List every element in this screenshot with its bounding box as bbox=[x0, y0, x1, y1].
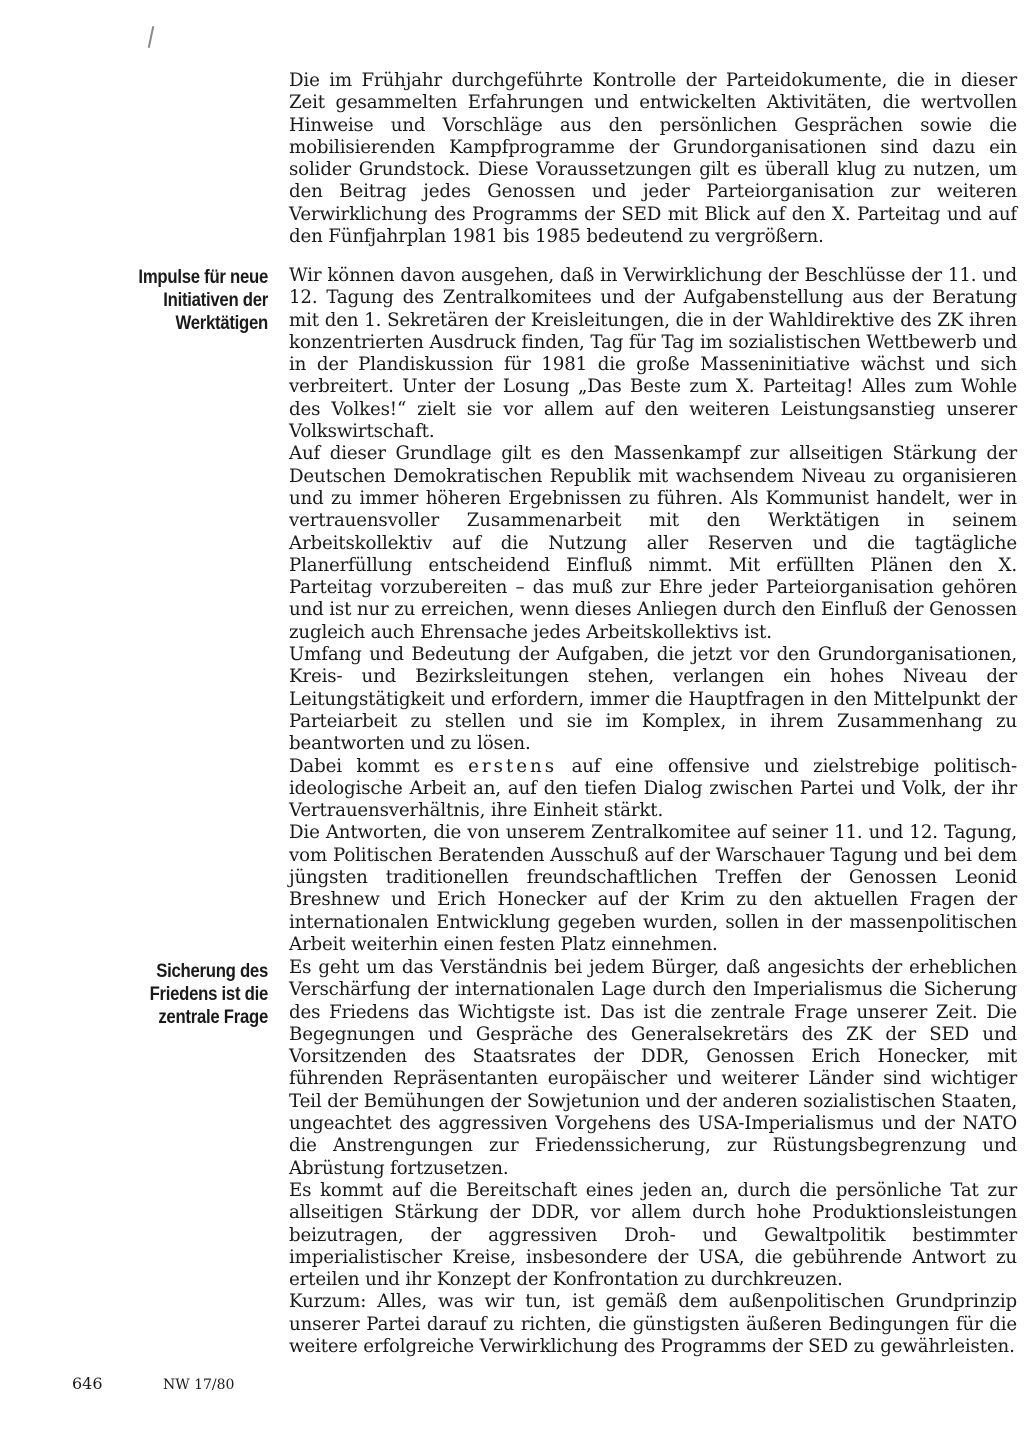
emphasis-spaced-word: erstens bbox=[468, 755, 558, 777]
section1-heading-line: Impulse für neue bbox=[138, 267, 268, 288]
section1-heading-line: Initiativen der bbox=[163, 290, 268, 311]
section2-paragraph: Es geht um das Verständnis bei jedem Bürger, daß angesichts der erheblichen Verschärfung der internationalen Lage durch den Imperialismus die Sicherung des Friedens das Wichtigste ist. Das ist die zentrale Frage unserer Zeit. Die Begegnungen und Gespräche des Generalsekretärs des ZK der SED und Vorsitzenden des Staatsrates der DDR, Genossen Erich Honecker, mit führenden Repräsentanten europäischer und weiterer Länder sind wichtiger Teil der Bemühungen der Sowjetunion und der anderen sozialistischen Staaten, ungeachtet des aggressiven Vorgehens des USA-Imperialismus und der NATO die Anstrengungen zur Friedenssicherung, zur Rüstungsbegrenzung und Abrüstung fortzusetzen. bbox=[289, 957, 1017, 1179]
paragraph-text: Dabei kommt es bbox=[289, 755, 469, 777]
section2-paragraph: Kurzum: Alles, was wir tun, ist gemäß dem außenpolitischen Grundprinzip unserer Partei darauf zu richten, die günstigsten äußeren Bedingungen für die weitere erfolgreiche Verwirklichung des Programms der SED zu gewährleisten. bbox=[289, 1291, 1017, 1358]
section2-heading-line: Sicherung des bbox=[156, 961, 268, 982]
section2-heading bbox=[117, 960, 268, 1029]
section1-paragraph: Wir können davon ausgehen, daß in Verwirklichung der Beschlüsse der 11. und 12. Tagung des Zentralkomitees und der Aufgabenstellung aus der Beratung mit den 1. Sekretären der Kreisleitungen, die in der Wahldirektive des ZK ihren konzentrierten Ausdruck finden, Tag für Tag im sozialistischen Wettbewerb und in der Plandiskussion für 1981 die große Masseninitiative wächst und sich verbreitert. Unter der Losung „Das Beste zum X. Parteitag! Alles zum Wohle des Volkes!“ zielt sie vor allem auf den weiteren Leistungsanstieg unserer Volkswirtschaft. bbox=[289, 265, 1017, 443]
page-number: 646 bbox=[72, 1374, 103, 1393]
section1-heading bbox=[117, 266, 268, 335]
section2-body bbox=[289, 957, 1017, 1358]
section1-paragraph: Die Antworten, die von unserem Zentralkomitee auf seiner 11. und 12. Tagung, vom Politischen Beratenden Ausschuß auf der Warschauer Tagung und bei dem jüngsten traditionellen freundschaftlichen Treffen der Genossen Leonid Breshnew und Erich Honecker auf der Krim zu den aktuellen Fragen der internationalen Entwicklung gegeben wurden, sollen in der massenpolitischen Arbeit weiterhin einen festen Platz einnehmen. bbox=[289, 822, 1017, 955]
scan-artifact-mark bbox=[148, 26, 155, 48]
issue-label: NW 17/80 bbox=[163, 1377, 235, 1393]
paragraph-text: auf eine offensive und zielstrebige politisch-ideologische Arbeit an, auf den tiefen Dialog zwischen Partei und Volk, der ihr Vertrauensverhältnis, ihre Einheit stärkt. bbox=[289, 755, 1017, 822]
intro-column bbox=[289, 70, 1017, 248]
section1-body bbox=[289, 265, 1017, 956]
section2-heading-line: Friedens ist die bbox=[149, 984, 268, 1005]
intro-paragraph: Die im Frühjahr durchgeführte Kontrolle der Parteidokumente, die in dieser Zeit gesammelten Erfahrungen und entwickelten Aktivitäten, die wertvollen Hinweise und Vorschläge aus den persönlichen Gesprächen sowie die mobilisierenden Kampfprogramme der Grundorganisationen sind dazu ein solider Grundstock. Diese Voraussetzungen gilt es überall klug zu nutzen, um den Beitrag jedes Genossen und jeder Parteiorganisation zur weiteren Verwirklichung des Programms der SED mit Blick auf den X. Parteitag und auf den Fünfjahrplan 1981 bis 1985 bedeutend zu vergrößern. bbox=[289, 70, 1017, 248]
section2-paragraph: Es kommt auf die Bereitschaft eines jeden an, durch die persönliche Tat zur allseitigen Stärkung der DDR, vor allem durch hohe Produktionsleistungen beizutragen, der aggressiven Droh- und Gewaltpolitik bestimmter imperialistischer Kreise, insbesondere der USA, die gebührende Antwort zu erteilen und ihr Konzept der Konfrontation zu durchkreuzen. bbox=[289, 1179, 1017, 1291]
section1-paragraph: Umfang und Bedeutung der Aufgaben, die jetzt vor den Grundorganisationen, Kreis- und Bezirksleitungen stehen, verlangen ein hohes Niveau der Leitungstätigkeit und erfordern, immer die Hauptfragen in den Mittelpunkt der Parteiarbeit zu stellen und sie im Komplex, in ihrem Zusammenhang zu beantworten und zu lösen. bbox=[289, 644, 1017, 755]
section1-paragraph bbox=[289, 756, 1017, 823]
section2-heading-line: zentrale Frage bbox=[158, 1007, 268, 1028]
section1-paragraph: Auf dieser Grundlage gilt es den Massenkampf zur allseitigen Stärkung der Deutschen Demokratischen Republik mit wachsendem Niveau zu organisieren und zu immer höheren Ergebnissen zu führen. Als Kommunist handelt, wer in vertrauensvoller Zusammenarbeit mit den Werktätigen in seinem Arbeitskollektiv auf die Nutzung aller Reserven und die tagtägliche Planerfüllung entscheidend Einfluß nimmt. Mit erfüllten Plänen den X. Parteitag vorzubereiten – das muß zur Ehre jeder Parteiorganisation gehören und ist nur zu erreichen, wenn dieses Anliegen durch den Einfluß der Genossen zugleich auch Ehrensache jedes Arbeitskollektivs ist. bbox=[289, 443, 1017, 643]
section1-heading-line: Werktätigen bbox=[175, 313, 268, 334]
